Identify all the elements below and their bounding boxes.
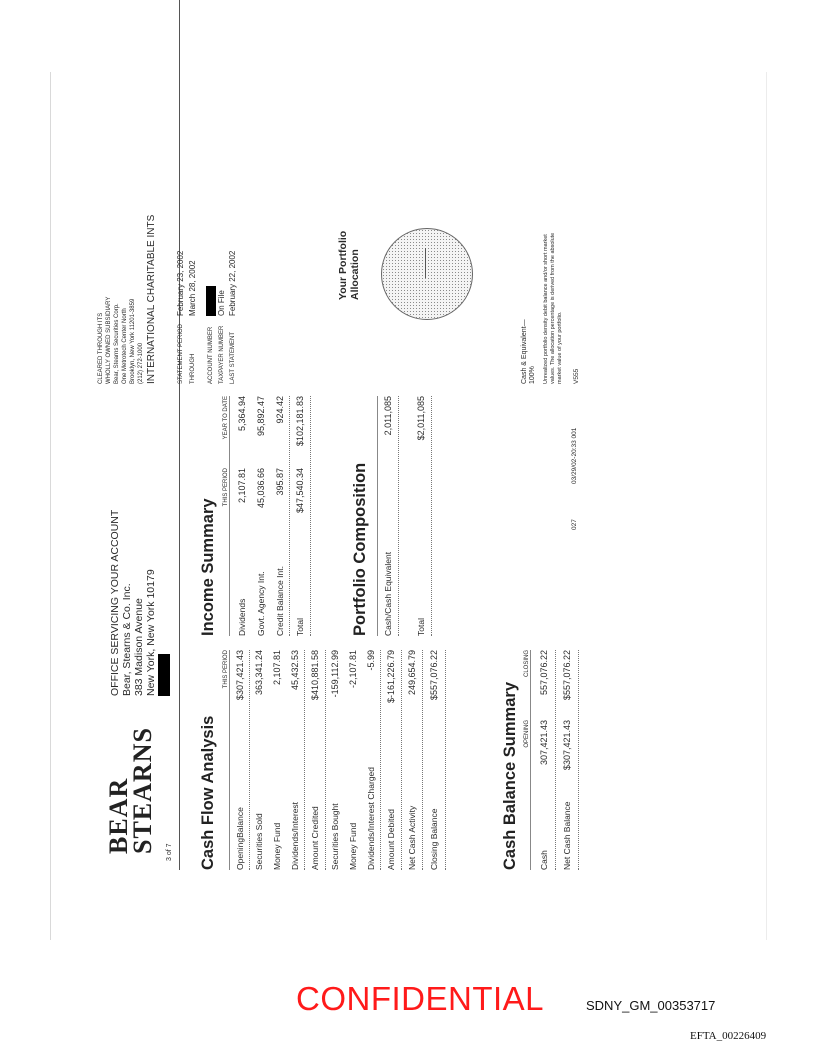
bear-stearns-logo [104,727,157,854]
table-row: Dividends/Interest Charged -5.99 [362,650,381,870]
pie-leader-line [425,248,426,278]
allocation-legend: Cash & Equivalent— 100% [521,319,536,384]
portfolio-table [377,396,432,636]
logo-line-1: BEAR [104,777,133,854]
account-name: INTERNATIONAL CHARITABLE INTS [146,214,157,384]
allocation-pie-chart [381,228,473,320]
table-row: OpeningBalance $307,421.43 [231,650,250,870]
rotated-statement [51,72,766,940]
income-summary-title: Income Summary [199,498,217,636]
table-row: Amount Credited $410,881.58 [305,650,326,870]
bates-number: SDNY_GM_00353717 [586,998,716,1013]
table-row: Money Fund -2,107.81 [348,650,358,870]
confidential-stamp: CONFIDENTIAL [296,980,545,1017]
page-indicator: 3 of 7 [166,843,173,861]
ytd-header: YEAR TO DATE [223,396,229,440]
cash-balance-table [533,650,579,870]
table-row: Credit Balance Int. 395.87 924.42 [270,396,290,636]
closing-header: CLOSING [524,650,530,678]
table-row: Dividends 2,107.81 5,364.94 [236,396,247,636]
table-row: Closing Balance $557,076.22 [423,650,446,870]
footer-code-right: 03/29/02-20:33 001 [571,427,578,484]
opening-header: OPENING [524,720,530,748]
table-row: Dividends/Interest 45,432.53 [286,650,305,870]
office-title: OFFICE SERVICING YOUR ACCOUNT [109,509,121,696]
office-redaction [158,510,170,696]
account-number-redaction [206,286,216,316]
cash-flow-table [231,650,446,870]
statement-info: STATEMENT PERIOD February 23, 2002 THROUGH March 28, 2002 ACCOUNT NUMBER TAXPAYER NUMBER On File LAST STATEMENT February 22, 2002 [176,250,237,384]
table-row: Cash 307,421.43 557,076.22 [533,650,556,870]
table-row: Net Cash Balance $307,421.43 $557,076.22 [556,650,579,870]
clearing-info: CLEARED THROUGH ITS WHOLLY OWNED SUBSIDIARY Bear, Stearns Securities Corp. One Metrotech Center North Brooklyn, New York 11201-3859 (212) 272-1000 INTERNATIONAL CHARITABLE INTS [98,214,157,384]
allocation-note: Unrealized portfolio density debit balance and/or short market values. The allocation percentage is derived from the absolute market value of your portfolio. [543,232,563,384]
office-line: Bear, Stearns & Co. Inc. [121,583,133,696]
table-row: Securities Sold 363,341.24 [254,650,264,870]
table-row: Money Fund 2,107.81 [272,650,282,870]
table-row: Net Cash Activity 249,654.79 [402,650,423,870]
income-header [223,396,230,636]
table-row: Total $47,540.34 $102,181.83 [290,396,311,636]
allocation-title: Your Portfolio Allocation [337,230,361,300]
income-table [232,396,311,636]
efta-number: EFTA_00226409 [690,1030,767,1042]
table-row: Securities Bought -159,112.99 [330,650,340,870]
office-address [109,510,170,696]
scanned-statement-page [50,72,767,940]
office-line: New York, New York 10179 [145,569,157,696]
portfolio-composition-title: Portfolio Composition [351,462,369,636]
office-line: 383 Madison Avenue [133,598,145,696]
cash-balance-header [524,650,531,870]
table-row: Cash/Cash Equivalent 2,011,085 [377,396,399,636]
header-rule [179,0,180,870]
table-row: Total $2,011,085 [411,396,432,636]
cash-flow-title: Cash Flow Analysis [199,715,217,870]
table-row: Govt. Agency Int. 45,036.66 95,892.47 [255,396,266,636]
cash-flow-column-header: THIS PERIOD [223,650,230,870]
logo-line-2: STEARNS [128,727,157,854]
cash-balance-title: Cash Balance Summary [501,681,519,870]
footer-code-mid: 027 [571,519,578,530]
allocation-code: V555 [573,368,580,384]
this-period-header: THIS PERIOD [223,468,229,507]
table-row: Amount Debited $-161,226.79 [381,650,402,870]
